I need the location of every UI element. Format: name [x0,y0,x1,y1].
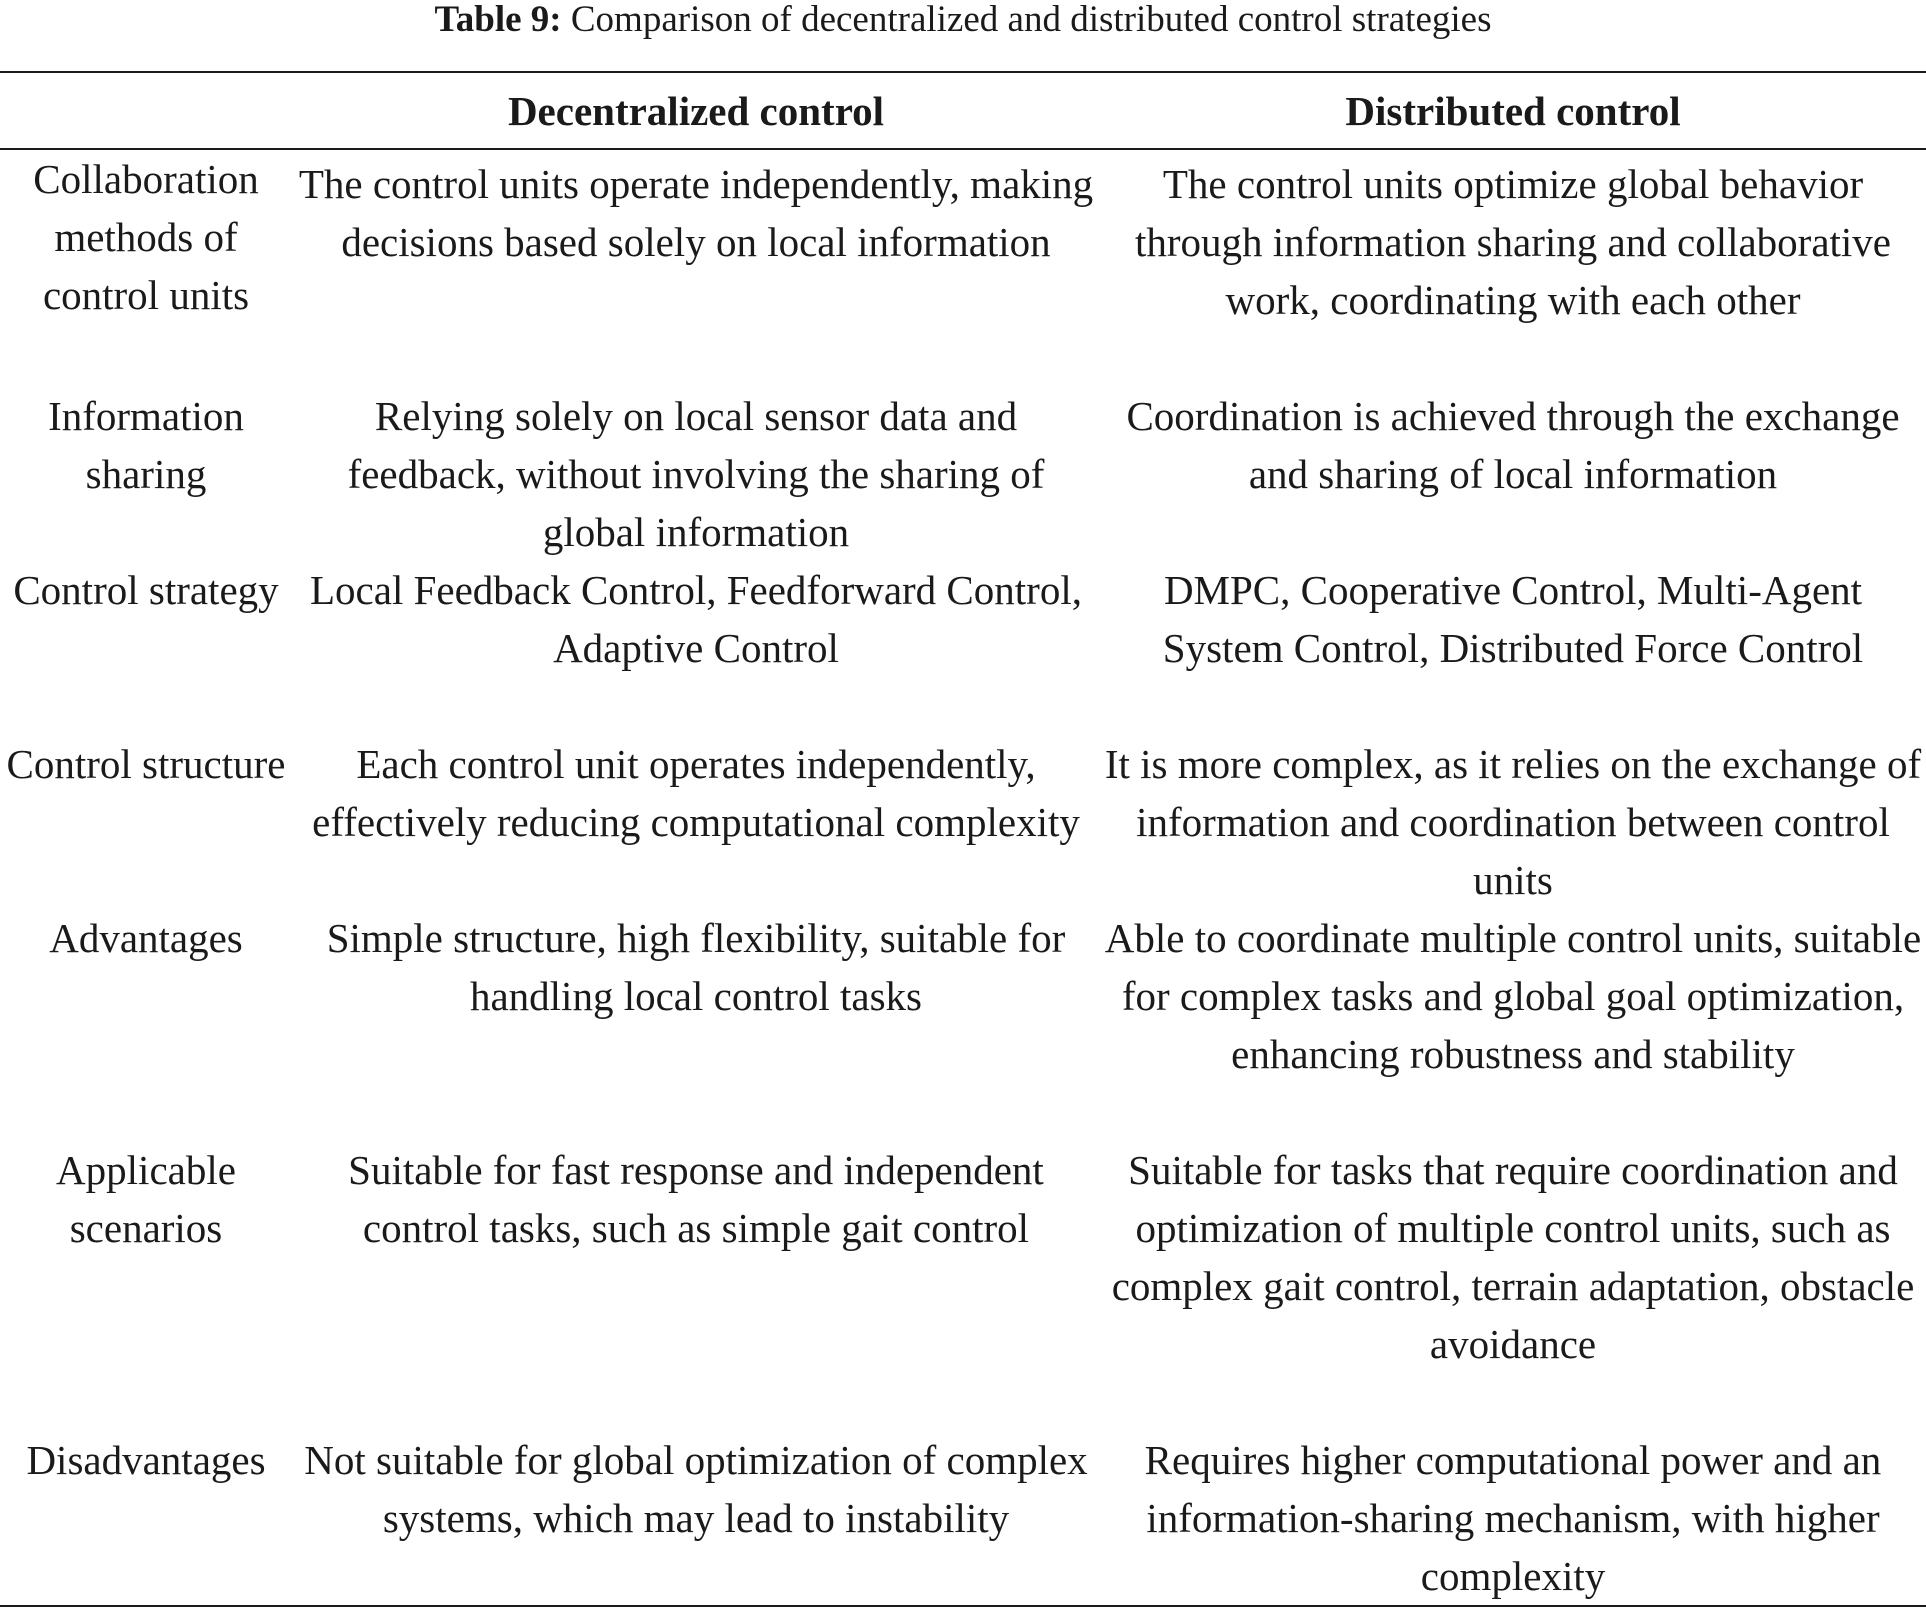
aspect-cell [0,1431,292,1606]
distributed-text: The control units optimize global behavior through information sharing and collaborative work, coordinating with each other [1134,161,1892,323]
aspect-cell [0,387,292,561]
decentralized-text: Simple structure, high flexibility, suitable for handling local control tasks [326,915,1066,1019]
table-row [0,149,1926,387]
table-row [0,735,1926,909]
decentralized-cell [292,149,1100,387]
decentralized-text: Suitable for fast response and independent control tasks, such as simple gait control [348,1147,1044,1251]
table-row [0,1431,1926,1606]
decentralized-cell [292,1431,1100,1606]
aspect-cell [0,149,292,387]
aspect-text: Advantages [49,915,243,961]
table-body [0,149,1926,1606]
table-header [0,72,1926,149]
table-row [0,561,1926,735]
aspect-cell [0,909,292,1141]
decentralized-cell [292,561,1100,735]
decentralized-cell [292,735,1100,909]
distributed-text: Suitable for tasks that require coordination and optimization of multiple control units, such as complex gait control, terrain adaptation, obstacle avoidance [1111,1147,1915,1367]
decentralized-cell [292,1141,1100,1431]
distributed-cell [1100,561,1926,735]
distributed-cell [1100,149,1926,387]
decentralized-text: Not suitable for global optimization of complex systems, which may lead to instability [304,1437,1088,1541]
table-caption [0,0,1926,46]
distributed-text: Coordination is achieved through the exchange and sharing of local information [1126,393,1900,497]
distributed-cell [1100,387,1926,561]
aspect-cell [0,561,292,735]
distributed-text: It is more complex, as it relies on the exchange of information and coordination between control units [1104,741,1922,903]
header-row [0,72,1926,149]
aspect-text: Information sharing [48,393,244,497]
distributed-text: Requires higher computational power and an information-sharing mechanism, with higher complexity [1144,1437,1882,1599]
table-row [0,1141,1926,1431]
table-row [0,909,1926,1141]
aspect-cell [0,735,292,909]
header-aspect [0,72,292,149]
distributed-text: DMPC, Cooperative Control, Multi-Agent System Control, Distributed Force Control [1162,567,1864,671]
decentralized-cell [292,909,1100,1141]
distributed-cell [1100,1431,1926,1606]
distributed-cell [1100,909,1926,1141]
decentralized-cell [292,387,1100,561]
aspect-text: Collaboration methods of control units [33,156,259,318]
decentralized-text: Relying solely on local sensor data and feedback, without involving the sharing of global information [347,393,1045,555]
decentralized-text: The control units operate independently, making decisions based solely on local information [298,161,1094,265]
decentralized-text: Local Feedback Control, Feedforward Control, Adaptive Control [310,567,1082,671]
distributed-cell [1100,735,1926,909]
caption-label: Table 9: [434,0,562,40]
header-decentralized: Decentralized control [507,87,885,134]
distributed-text: Able to coordinate multiple control units, suitable for complex tasks and global goal optimization, enhancing robustness and stability [1104,915,1922,1077]
aspect-text: Control structure [6,741,286,787]
distributed-cell [1100,1141,1926,1431]
table-row [0,387,1926,561]
aspect-text: Control strategy [13,567,279,613]
aspect-cell [0,1141,292,1431]
aspect-text: Applicable scenarios [56,1147,236,1251]
caption-text: Comparison of decentralized and distributed control strategies [570,0,1492,40]
aspect-text: Disadvantages [26,1437,266,1483]
header-distributed: Distributed control [1345,87,1681,134]
comparison-table [0,71,1926,1607]
decentralized-text: Each control unit operates independently, effectively reducing computational complexity [312,741,1080,845]
